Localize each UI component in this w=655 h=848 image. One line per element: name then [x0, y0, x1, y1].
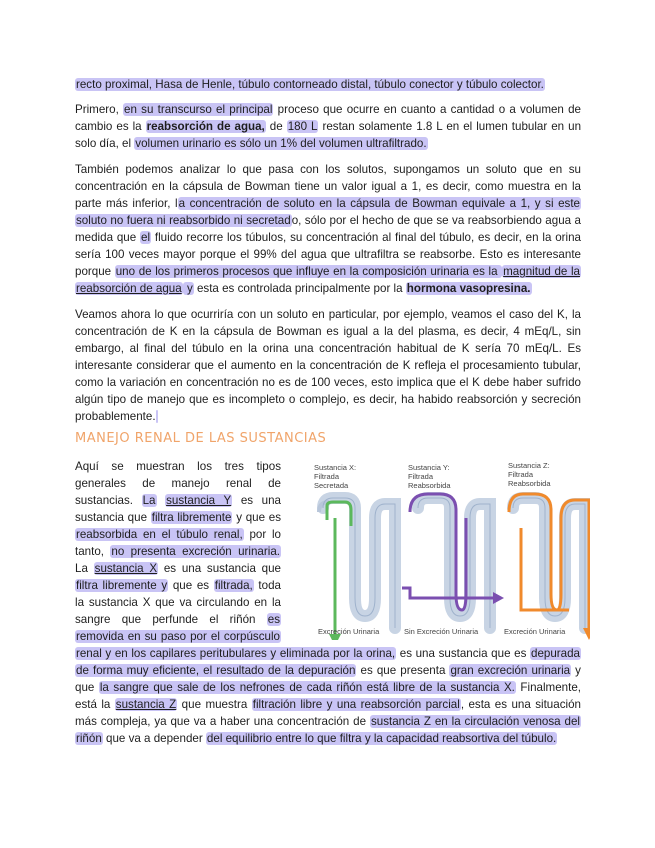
- label-y-reabsorbida: Reabsorbida: [408, 481, 451, 490]
- intro-fragment: [75, 76, 581, 93]
- label-x-title: Sustancia X:: [314, 463, 357, 472]
- paragraph-potassium: Veamos ahora lo que ocurriría con un soluto en particular, por ejemplo, veamos el caso del K, la concentración de K en la cápsula de Bowman es igual a la del plasma, es decir, 4 mEq/L, sin embargo, al final del túbulo en la orina una concentración habitual de K sería 70 mEq/L. Es interesante considerar que el aumento en la concentración de K refleja el procesamiento tubular, como la variación en concentración no es de 100 veces, esto implica que el K debe haber sufrido algún tipo de manejo que es incompleto o complejo, es decir, ha habido reabsorción y secreción probablemente.: [75, 308, 581, 423]
- caption-x: Excreción Urinaria: [318, 627, 380, 636]
- highlight: recto proximal, Hasa de Henle, túbulo contorneado distal, túbulo conector y túbulo colector.: [76, 78, 544, 91]
- label-y-filtrada: Filtrada: [408, 472, 434, 481]
- paragraph-water: Primero, en su transcurso el principal proceso que ocurre en cuanto a cantidad o a volumen de cambio es la reabsorción de agua, de 180 L restan solamente 1.8 L en el lumen tubular en un solo día, el volumen urinario es sólo un 1% del volumen ultrafiltrado.: [75, 103, 582, 150]
- label-z-title: Sustancia Z:: [508, 461, 550, 470]
- paragraph-solutes: También podemos analizar lo que pasa con los solutos, supongamos un soluto que en su concentración en la cápsula de Bowman tiene un valor igual a 1, es decir, como muestra en la parte más inferior, la concentración de soluto en la cápsula de Bowman equivale a 1, y si este soluto no fuera ni reabsorbido ni secretado, sólo por el hecho de que se va reabsorbiendo agua a medida que el fluido recorre los túbulos, su concentración al final del túbulo, es decir, en la orina sería 100 veces mayor porque el 99% del agua que ultrafiltra se reabsorbe. Esto es interesante porque uno de los primeros procesos que influye en la composición urinaria es la magnitud de la reabsorción de agua y esta es controlada principalmente por la hormona vasopresina.: [75, 163, 582, 295]
- paragraph-substances: Aquí se muestran los tres tipos generales de manejo renal de sustancias. La sustancia Y es una sustancia que filtra libremente y que es reabsorbida en el túbulo renal, por lo tanto, no presenta excreción urinaria. La sustancia X es una sustancia que filtra libremente y que es filtrada, toda la sustancia X que va circulando en la sangre que perfunde el riñón es removida en su paso por el corpúsculo renal y en los capilares peritubulares y eliminada por la orina, es una sustancia que es depurada de forma muy eficiente, el resultado de la depuración es que presenta gran excreción urinaria y que la sangre que sale de los nefrones de cada riñón está libre de la sustancia X. Finalmente, está la sustancia Z que muestra filtración libre y una reabsorción parcial, esta es una situación más compleja, ya que va a haber una concentración de sustancia Z en la circulación venosa del riñón que va a depender del equilibrio entre lo que filtra y la capacidad reabsortiva del túbulo.: [75, 460, 581, 745]
- label-z-filtrada: Filtrada: [508, 470, 534, 479]
- label-x-filtrada: Filtrada: [314, 472, 340, 481]
- caption-z: Excreción Urinaria: [504, 627, 566, 636]
- label-y-title: Sustancia Y:: [408, 463, 450, 472]
- label-z-reabsorbida: Reabsorbida: [508, 479, 551, 488]
- caption-y: Sin Excreción Urinaria: [404, 627, 479, 636]
- label-x-secretada: Secretada: [314, 481, 349, 490]
- arrow-z-excretion: [583, 628, 590, 640]
- section-heading: MANEJO RENAL DE LAS SUSTANCIAS: [75, 431, 327, 446]
